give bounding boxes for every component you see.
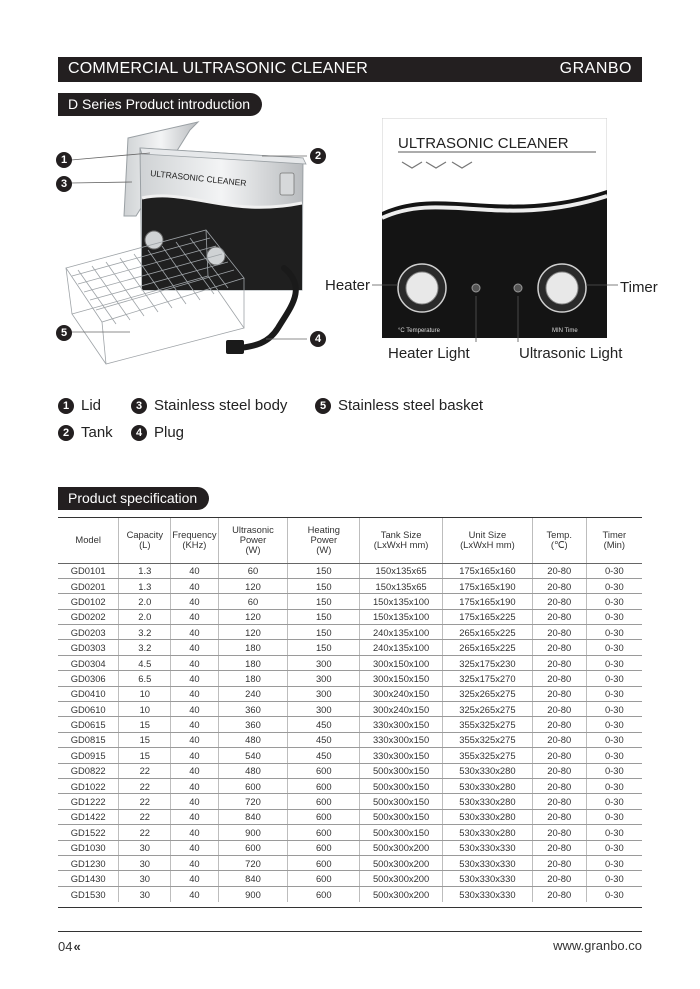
table-cell: 0-30 — [586, 671, 642, 686]
table-cell: 0-30 — [586, 686, 642, 701]
table-row — [58, 763, 642, 778]
table-cell: 40 — [171, 702, 218, 717]
table-cell: 20-80 — [532, 794, 586, 809]
column-header-line: (LxWxH mm) — [373, 538, 429, 550]
table-cell: 20-80 — [532, 702, 586, 717]
table-cell: 0-30 — [586, 702, 642, 717]
footer-divider — [58, 931, 642, 932]
table-cell: GD0303 — [58, 640, 119, 655]
table-cell: 355x325x275 — [443, 717, 533, 732]
page-number — [58, 939, 81, 954]
timer-label: Timer — [620, 279, 658, 296]
website-url: www.granbo.co — [553, 938, 642, 953]
table-cell: GD0915 — [58, 748, 119, 763]
table-row — [58, 594, 642, 609]
table-cell: 500x300x200 — [360, 840, 443, 855]
table-cell: 120 — [218, 609, 288, 624]
table-cell: 0-30 — [604, 888, 624, 900]
table-cell: 30 — [119, 855, 171, 870]
table-cell: 300x240x150 — [360, 686, 443, 701]
table-cell: GD0102 — [58, 594, 119, 609]
table-cell: GD0306 — [58, 671, 119, 686]
legend-item-body — [131, 397, 287, 414]
table-cell: 360 — [218, 702, 288, 717]
callout-marker-3: 3 — [56, 176, 72, 192]
table-cell: 0-30 — [586, 578, 642, 593]
panel-leaders — [0, 0, 700, 400]
table-cell: 22 — [119, 794, 171, 809]
table-cell: 40 — [171, 809, 218, 824]
table-cell: 20-80 — [532, 609, 586, 624]
table-row — [58, 732, 642, 747]
table-row — [58, 686, 642, 701]
table-cell: 20-80 — [532, 763, 586, 778]
column-header — [288, 517, 360, 563]
table-row — [58, 563, 642, 578]
column-header — [58, 517, 119, 563]
table-cell: 180 — [218, 671, 288, 686]
table-cell: 1.3 — [119, 578, 171, 593]
heater-label: Heater — [325, 277, 371, 294]
table-cell: 600 — [288, 794, 360, 809]
table-cell: 22 — [119, 763, 171, 778]
legend-label: Lid — [81, 397, 102, 414]
table-cell: 0-30 — [586, 748, 642, 763]
table-cell: 22 — [119, 809, 171, 824]
table-cell: 30 — [119, 840, 171, 855]
table-cell: 150 — [288, 578, 360, 593]
table-cell: 40 — [171, 655, 218, 670]
table-cell: 22 — [119, 825, 171, 840]
table-cell: 40 — [171, 855, 218, 870]
table-cell: GD0101 — [58, 563, 119, 578]
table-cell: 22 — [119, 778, 171, 793]
table-cell: 0-30 — [586, 763, 642, 778]
table-cell: 15 — [119, 748, 171, 763]
table-cell: 175x165x225 — [443, 609, 533, 624]
column-header — [218, 517, 288, 563]
table-cell: 300 — [288, 655, 360, 670]
table-cell: 600 — [288, 886, 360, 901]
column-header — [586, 517, 642, 563]
table-cell: 175x165x160 — [443, 563, 533, 578]
table-cell: 40 — [171, 563, 218, 578]
table-cell: 0-30 — [586, 609, 642, 624]
table-cell: 20-80 — [532, 717, 586, 732]
table-cell: 480 — [218, 732, 288, 747]
table-cell: 180 — [218, 640, 288, 655]
table-cell: GD0304 — [58, 655, 119, 670]
legend-number: 3 — [131, 398, 147, 414]
table-cell: GD0202 — [58, 609, 119, 624]
legend-label: Plug — [154, 424, 185, 441]
column-header-line: Capacity — [126, 528, 164, 540]
brand-name: GRANBO — [559, 60, 632, 77]
table-cell: 325x175x230 — [443, 655, 533, 670]
table-cell: GD0203 — [58, 625, 119, 640]
table-cell: 450 — [288, 717, 360, 732]
table-cell: 530x330x280 — [443, 778, 533, 793]
column-header-line: Heating — [307, 523, 340, 535]
column-header-line: (W) — [245, 543, 261, 555]
table-cell: 300x150x100 — [360, 655, 443, 670]
table-row — [58, 778, 642, 793]
table-cell: 150 — [288, 625, 360, 640]
table-cell: 40 — [171, 594, 218, 609]
table-cell: 30 — [119, 871, 171, 886]
table-cell: 150x135x100 — [360, 609, 443, 624]
table-cell: 840 — [218, 809, 288, 824]
table-cell: GD1022 — [58, 778, 119, 793]
table-row — [58, 825, 642, 840]
table-cell: 2.0 — [119, 609, 171, 624]
table-cell: 40 — [171, 609, 218, 624]
column-header-line: Ultrasonic — [232, 523, 274, 535]
table-row — [58, 702, 642, 717]
legend-item-tank — [58, 424, 113, 441]
table-cell: 20-80 — [532, 686, 586, 701]
ultrasonic-light-label: Ultrasonic Light — [519, 345, 623, 362]
table-cell: 10 — [119, 686, 171, 701]
legend-number: 4 — [131, 425, 147, 441]
table-cell: 0-30 — [586, 594, 642, 609]
table-cell: 450 — [288, 748, 360, 763]
table-cell: 300x240x150 — [360, 702, 443, 717]
table-cell: 265x165x225 — [443, 640, 533, 655]
section-title-spec: Product specification — [58, 487, 209, 510]
column-header-line: Tank Size — [380, 528, 422, 540]
table-cell: 500x300x200 — [360, 886, 443, 901]
legend-label: Stainless steel body — [154, 397, 288, 414]
table-cell: 2.0 — [119, 594, 171, 609]
table-cell: 360 — [218, 717, 288, 732]
table-cell: GD0822 — [58, 763, 119, 778]
table-cell: 0-30 — [586, 809, 642, 824]
table-cell: GD1422 — [58, 809, 119, 824]
table-cell: 530x330x330 — [443, 855, 533, 870]
table-cell: 900 — [218, 886, 288, 901]
table-cell: 40 — [171, 578, 218, 593]
table-cell: 600 — [218, 778, 288, 793]
table-cell: GD1430 — [58, 871, 119, 886]
table-cell: 0-30 — [586, 778, 642, 793]
panel-sub-right: MIN Time — [552, 328, 578, 334]
spec-table — [58, 517, 642, 902]
panel-title: ULTRASONIC CLEANER — [398, 135, 569, 152]
table-cell: 300x150x150 — [360, 671, 443, 686]
table-cell: 40 — [171, 794, 218, 809]
table-cell: 530x330x280 — [443, 809, 533, 824]
table-cell: GD0410 — [58, 686, 119, 701]
column-header-line: (L) — [139, 538, 151, 550]
table-cell: 300 — [288, 686, 360, 701]
table-cell: 15 — [119, 732, 171, 747]
table-cell: 355x325x275 — [443, 732, 533, 747]
table-cell: 30 — [119, 886, 171, 901]
column-header — [532, 517, 586, 563]
table-cell: GD1230 — [58, 855, 119, 870]
table-cell: 0-30 — [586, 655, 642, 670]
table-row — [58, 717, 642, 732]
table-row — [58, 671, 642, 686]
table-cell: 40 — [171, 686, 218, 701]
table-cell: 600 — [288, 763, 360, 778]
table-cell: 20-80 — [532, 655, 586, 670]
table-cell: GD0610 — [58, 702, 119, 717]
table-cell: 600 — [288, 840, 360, 855]
table-cell: 355x325x275 — [443, 748, 533, 763]
table-body — [58, 563, 642, 902]
table-cell: 300 — [288, 671, 360, 686]
table-cell: 330x300x150 — [360, 732, 443, 747]
table-cell: 530x330x280 — [443, 825, 533, 840]
table-cell: 20-80 — [532, 855, 586, 870]
table-cell: 120 — [218, 625, 288, 640]
table-cell: 0-30 — [586, 825, 642, 840]
header-title: COMMERCIAL ULTRASONIC CLEANER — [68, 60, 369, 77]
table-cell: 40 — [171, 763, 218, 778]
column-header — [119, 517, 171, 563]
section-title-intro: D Series Product introduction — [58, 93, 262, 116]
table-cell: 1.3 — [119, 563, 171, 578]
legend-label: Stainless steel basket — [338, 397, 484, 414]
column-header-line: Unit Size — [468, 528, 507, 540]
table-cell: 40 — [171, 840, 218, 855]
table-cell: 20-80 — [532, 578, 586, 593]
table-cell: 40 — [171, 825, 218, 840]
table-cell: 0-30 — [586, 871, 642, 886]
table-cell: 500x300x150 — [360, 825, 443, 840]
table-cell: 600 — [288, 855, 360, 870]
table-cell: 60 — [218, 594, 288, 609]
table-cell: 150x135x100 — [360, 594, 443, 609]
table-cell: 325x175x270 — [443, 671, 533, 686]
column-header-line: (℃) — [550, 538, 568, 550]
legend-item-lid — [58, 397, 101, 414]
table-cell: GD1222 — [58, 794, 119, 809]
table-cell: 20-80 — [532, 871, 586, 886]
heater-light-label: Heater Light — [388, 345, 470, 362]
table-cell: 10 — [119, 702, 171, 717]
table-cell: 600 — [288, 871, 360, 886]
table-cell: 325x265x275 — [443, 686, 533, 701]
table-cell: 500x300x150 — [360, 763, 443, 778]
legend-label: Tank — [81, 424, 113, 441]
table-cell: 600 — [288, 778, 360, 793]
table-row — [58, 655, 642, 670]
table-cell: 20-80 — [532, 732, 586, 747]
table-cell: 150x135x65 — [360, 578, 443, 593]
table-cell: 0-30 — [586, 840, 642, 855]
table-cell: 20-80 — [532, 825, 586, 840]
table-cell: 240 — [218, 686, 288, 701]
table-header-row — [58, 517, 642, 563]
table-cell: 720 — [218, 855, 288, 870]
table-cell: 0-30 — [586, 717, 642, 732]
legend-number: 2 — [58, 425, 74, 441]
table-cell: 540 — [218, 748, 288, 763]
legend-number: 1 — [58, 398, 74, 414]
column-header-line: (W) — [316, 543, 332, 555]
table-cell: 450 — [288, 732, 360, 747]
column-header-line: Power — [310, 533, 338, 545]
table-cell: 500x300x200 — [360, 871, 443, 886]
table-cell: 175x165x190 — [443, 578, 533, 593]
table-cell: 240x135x100 — [360, 640, 443, 655]
table-cell: 530x330x330 — [443, 871, 533, 886]
table-cell: 20-80 — [532, 640, 586, 655]
legend-number: 5 — [315, 398, 331, 414]
table-cell: 500x300x200 — [360, 855, 443, 870]
table-cell: 500x300x150 — [360, 778, 443, 793]
table-cell: 40 — [171, 625, 218, 640]
callout-marker-2: 2 — [310, 148, 326, 164]
table-cell: 600 — [288, 825, 360, 840]
column-header — [360, 517, 443, 563]
table-row — [58, 640, 642, 655]
table-cell: 330x300x150 — [360, 748, 443, 763]
table-cell: 0-30 — [586, 640, 642, 655]
table-cell: 150x135x65 — [360, 563, 443, 578]
column-header-line: Timer — [602, 528, 627, 540]
table-cell: 500x300x150 — [360, 794, 443, 809]
column-header-line: (Min) — [603, 538, 625, 550]
column-header-line: Model — [75, 533, 101, 545]
table-cell: GD0201 — [58, 578, 119, 593]
table-cell: 530x330x330 — [443, 840, 533, 855]
table-cell: 15 — [119, 717, 171, 732]
table-cell: 40 — [171, 748, 218, 763]
table-row — [58, 840, 642, 855]
panel-sub-left: °C Temperature — [398, 328, 440, 334]
table-cell: 60 — [218, 563, 288, 578]
tank-panel-label: ULTRASONIC CLEANER — [149, 168, 247, 189]
table-cell: 4.5 — [119, 655, 171, 670]
column-header-line: Power — [239, 533, 267, 545]
table-cell: 6.5 — [119, 671, 171, 686]
table-row — [58, 625, 642, 640]
table-cell: 325x265x275 — [443, 702, 533, 717]
table-row — [58, 855, 642, 870]
table-cell: 20-80 — [532, 625, 586, 640]
page-number-text: 04 — [58, 939, 73, 954]
table-cell: GD1530 — [58, 886, 119, 901]
table-row — [58, 886, 642, 901]
table-cell: 40 — [171, 671, 218, 686]
table-cell: 0-30 — [586, 625, 642, 640]
legend-item-basket — [315, 397, 483, 414]
table-cell: 0-30 — [586, 563, 642, 578]
table-row — [58, 578, 642, 593]
table-cell: 500x300x150 — [360, 809, 443, 824]
table-cell: 0-30 — [586, 732, 642, 747]
table-cell: 20-80 — [532, 563, 586, 578]
column-header-line: (KHz) — [182, 538, 207, 550]
table-cell: 40 — [171, 778, 218, 793]
table-cell: 0-30 — [586, 855, 642, 870]
table-cell: 300 — [288, 702, 360, 717]
table-cell: 530x330x280 — [443, 763, 533, 778]
table-cell: 40 — [171, 640, 218, 655]
column-header-line: Temp. — [546, 528, 572, 540]
table-cell: 150 — [288, 640, 360, 655]
table-cell: 720 — [218, 794, 288, 809]
table-cell: 120 — [218, 578, 288, 593]
column-header — [171, 517, 218, 563]
table-cell: GD0615 — [58, 717, 119, 732]
callout-marker-5: 5 — [56, 325, 72, 341]
column-header — [443, 517, 533, 563]
table-cell: 20-80 — [532, 594, 586, 609]
table-cell: 20-80 — [532, 840, 586, 855]
table-cell: 600 — [288, 809, 360, 824]
table-cell: GD1030 — [58, 840, 119, 855]
callout-marker-4: 4 — [310, 331, 326, 347]
table-cell: 20-80 — [532, 778, 586, 793]
double-chevron-left-icon: « — [73, 939, 81, 954]
table-cell: 600 — [218, 840, 288, 855]
table-cell: 20-80 — [532, 809, 586, 824]
table-cell: 530x330x280 — [443, 794, 533, 809]
table-cell: GD1522 — [58, 825, 119, 840]
table-row — [58, 748, 642, 763]
table-cell: 150 — [288, 594, 360, 609]
column-header-line: (LxWxH mm) — [460, 538, 515, 550]
table-row — [58, 871, 642, 886]
table-row — [58, 794, 642, 809]
table-cell: GD0815 — [58, 732, 119, 747]
table-cell: 900 — [218, 825, 288, 840]
table-cell: 0-30 — [586, 794, 642, 809]
table-row — [58, 809, 642, 824]
legend-item-plug — [131, 424, 184, 441]
table-cell: 480 — [218, 763, 288, 778]
table-cell: 840 — [218, 871, 288, 886]
table-cell: 530x330x330 — [443, 886, 533, 901]
table-cell: 40 — [171, 717, 218, 732]
table-cell: 3.2 — [119, 625, 171, 640]
callout-marker-1: 1 — [56, 152, 72, 168]
table-cell: 150 — [288, 563, 360, 578]
table-cell: 3.2 — [119, 640, 171, 655]
table-cell: 40 — [171, 732, 218, 747]
table-cell: 40 — [171, 871, 218, 886]
table-cell: 150 — [288, 609, 360, 624]
table-cell: 20-80 — [532, 886, 586, 901]
column-header-line: Frequency — [172, 528, 217, 540]
table-cell: 265x165x225 — [443, 625, 533, 640]
table-row — [58, 609, 642, 624]
table-cell: 40 — [171, 886, 218, 901]
table-cell: 175x165x190 — [443, 594, 533, 609]
table-cell: 20-80 — [532, 748, 586, 763]
table-cell: 20-80 — [532, 671, 586, 686]
table-cell: 240x135x100 — [360, 625, 443, 640]
table-cell: 180 — [218, 655, 288, 670]
table-cell: 330x300x150 — [360, 717, 443, 732]
